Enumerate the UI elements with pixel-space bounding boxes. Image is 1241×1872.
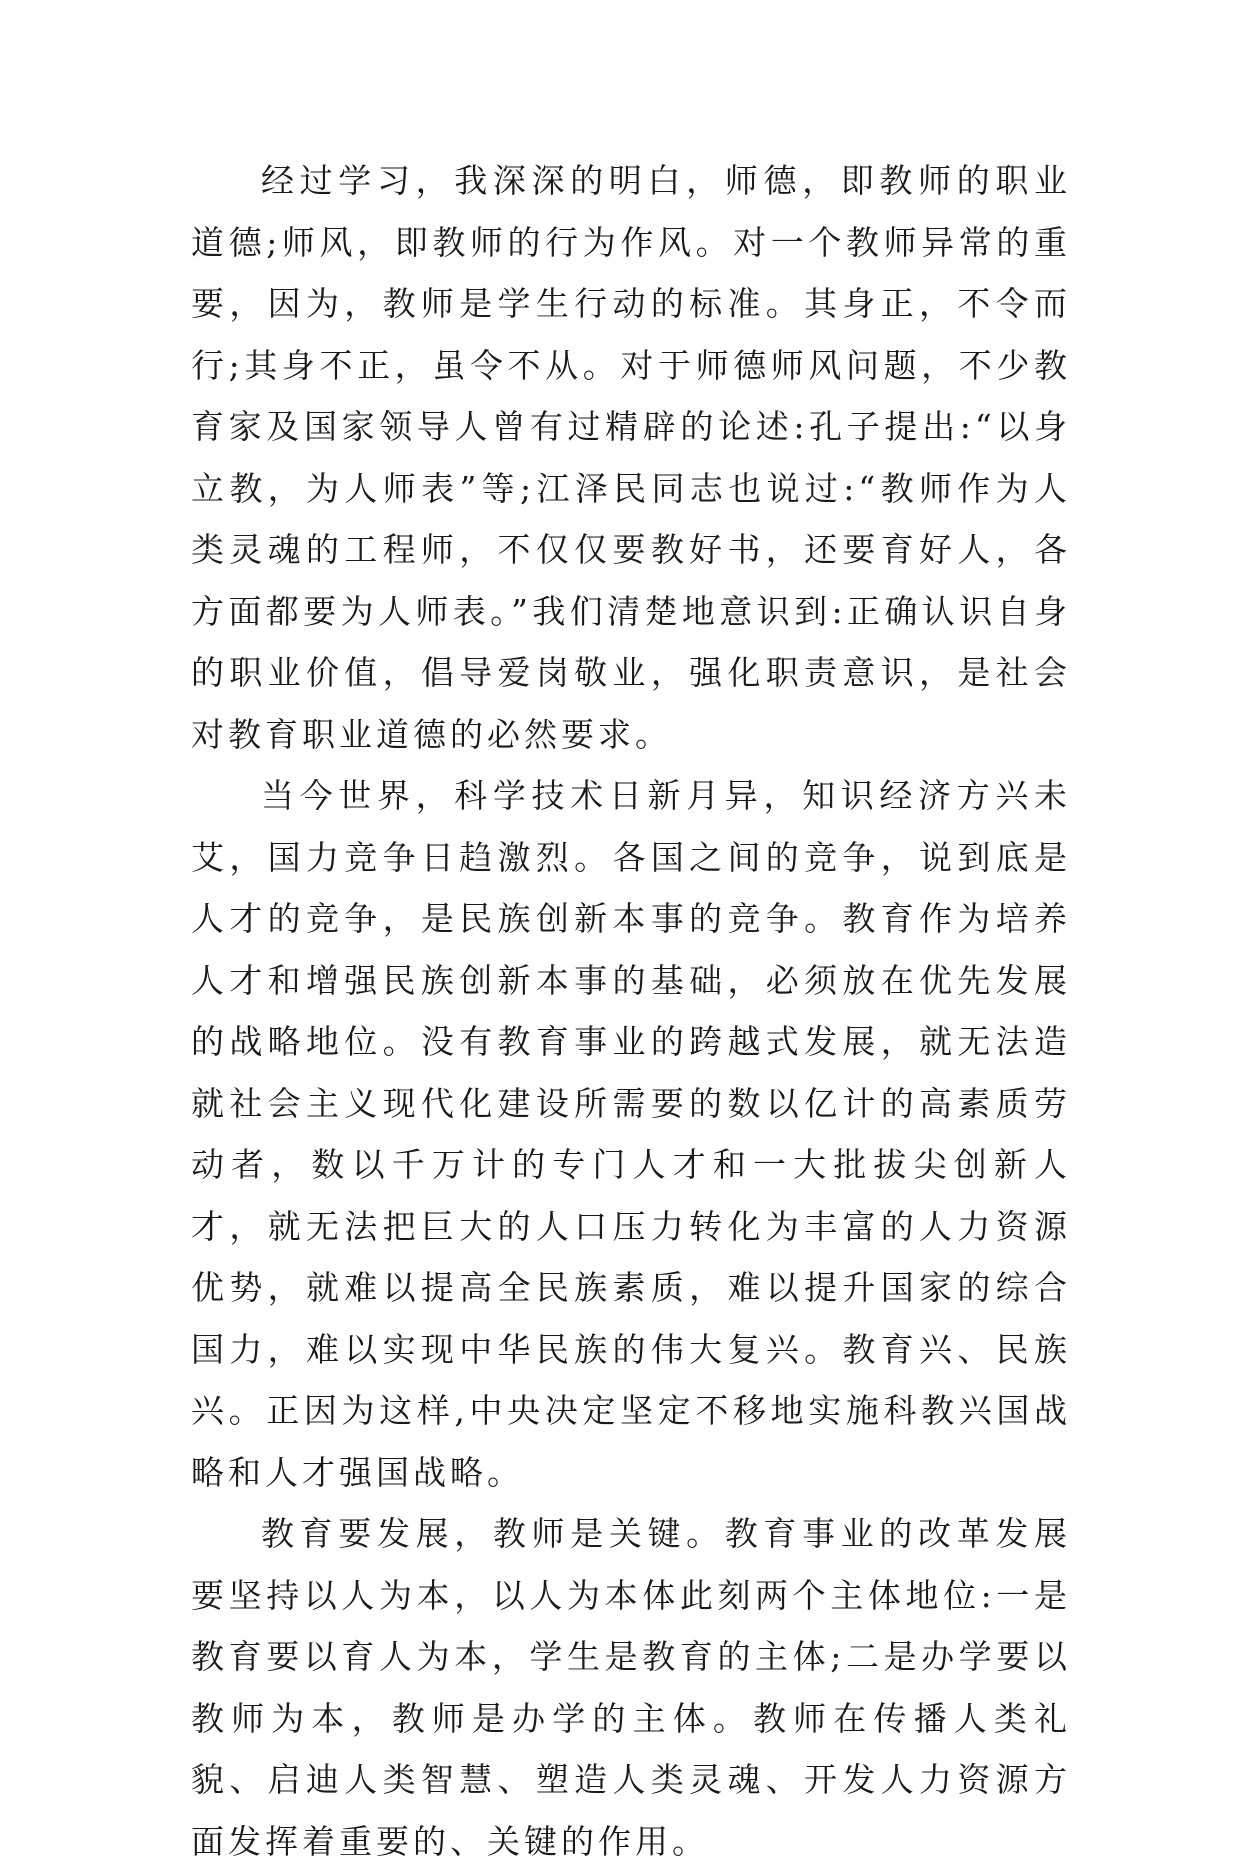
paragraph: 当今世界，科学技术日新月异，知识经济方兴未艾，国力竞争日趋激烈。各国之间的竞争，说到底是人才的竞争，是民族创新本事的竞争。教育作为培养人才和增强民族创新本事的基础，必须放在优先发展的战略地位。没有教育事业的跨越式发展，就无法造就社会主义现代化建设所需要的数以亿计的高素质劳动者，数以千万计的专门人才和一大批拔尖创新人才，就无法把巨大的人口压力转化为丰富的人力资源优势，就难以提高全民族素质，难以提升国家的综合国力，难以实现中华民族的伟大复兴。教育兴、民族兴。正因为这样,中央决定坚定不移地实施科教兴国战略和人才强国战略。 bbox=[191, 776, 1071, 1492]
paragraph: 经过学习，我深深的明白，师德，即教师的职业道德;师风，即教师的行为作风。对一个教师异常的重要，因为，教师是学生行动的标准。其身正，不令而行;其身不正，虽令不从。对于师德师风问题，不少教育家及国家领导人曾有过精辟的论述:孔子提出:“以身立教，为人师表”等;江泽民同志也说过:“教师作为人类灵魂的工程师，不仅仅要教好书，还要育好人，各方面都要为人师表。”我们清楚地意识到:正确认识自身的职业价值，倡导爱岗敬业，强化职责意识，是社会对教育职业道德的必然要求。 bbox=[191, 161, 1071, 754]
document-page bbox=[191, 150, 1071, 1872]
paragraph: 教育要发展，教师是关键。教育事业的改革发展要坚持以人为本，以人为本体此刻两个主体地位:一是教育要以育人为本，学生是教育的主体;二是办学要以教师为本，教师是办学的主体。教师在传播人类礼貌、启迪人类智慧、塑造人类灵魂、开发人力资源方面发挥着重要的、关键的作用。 bbox=[191, 1514, 1071, 1861]
